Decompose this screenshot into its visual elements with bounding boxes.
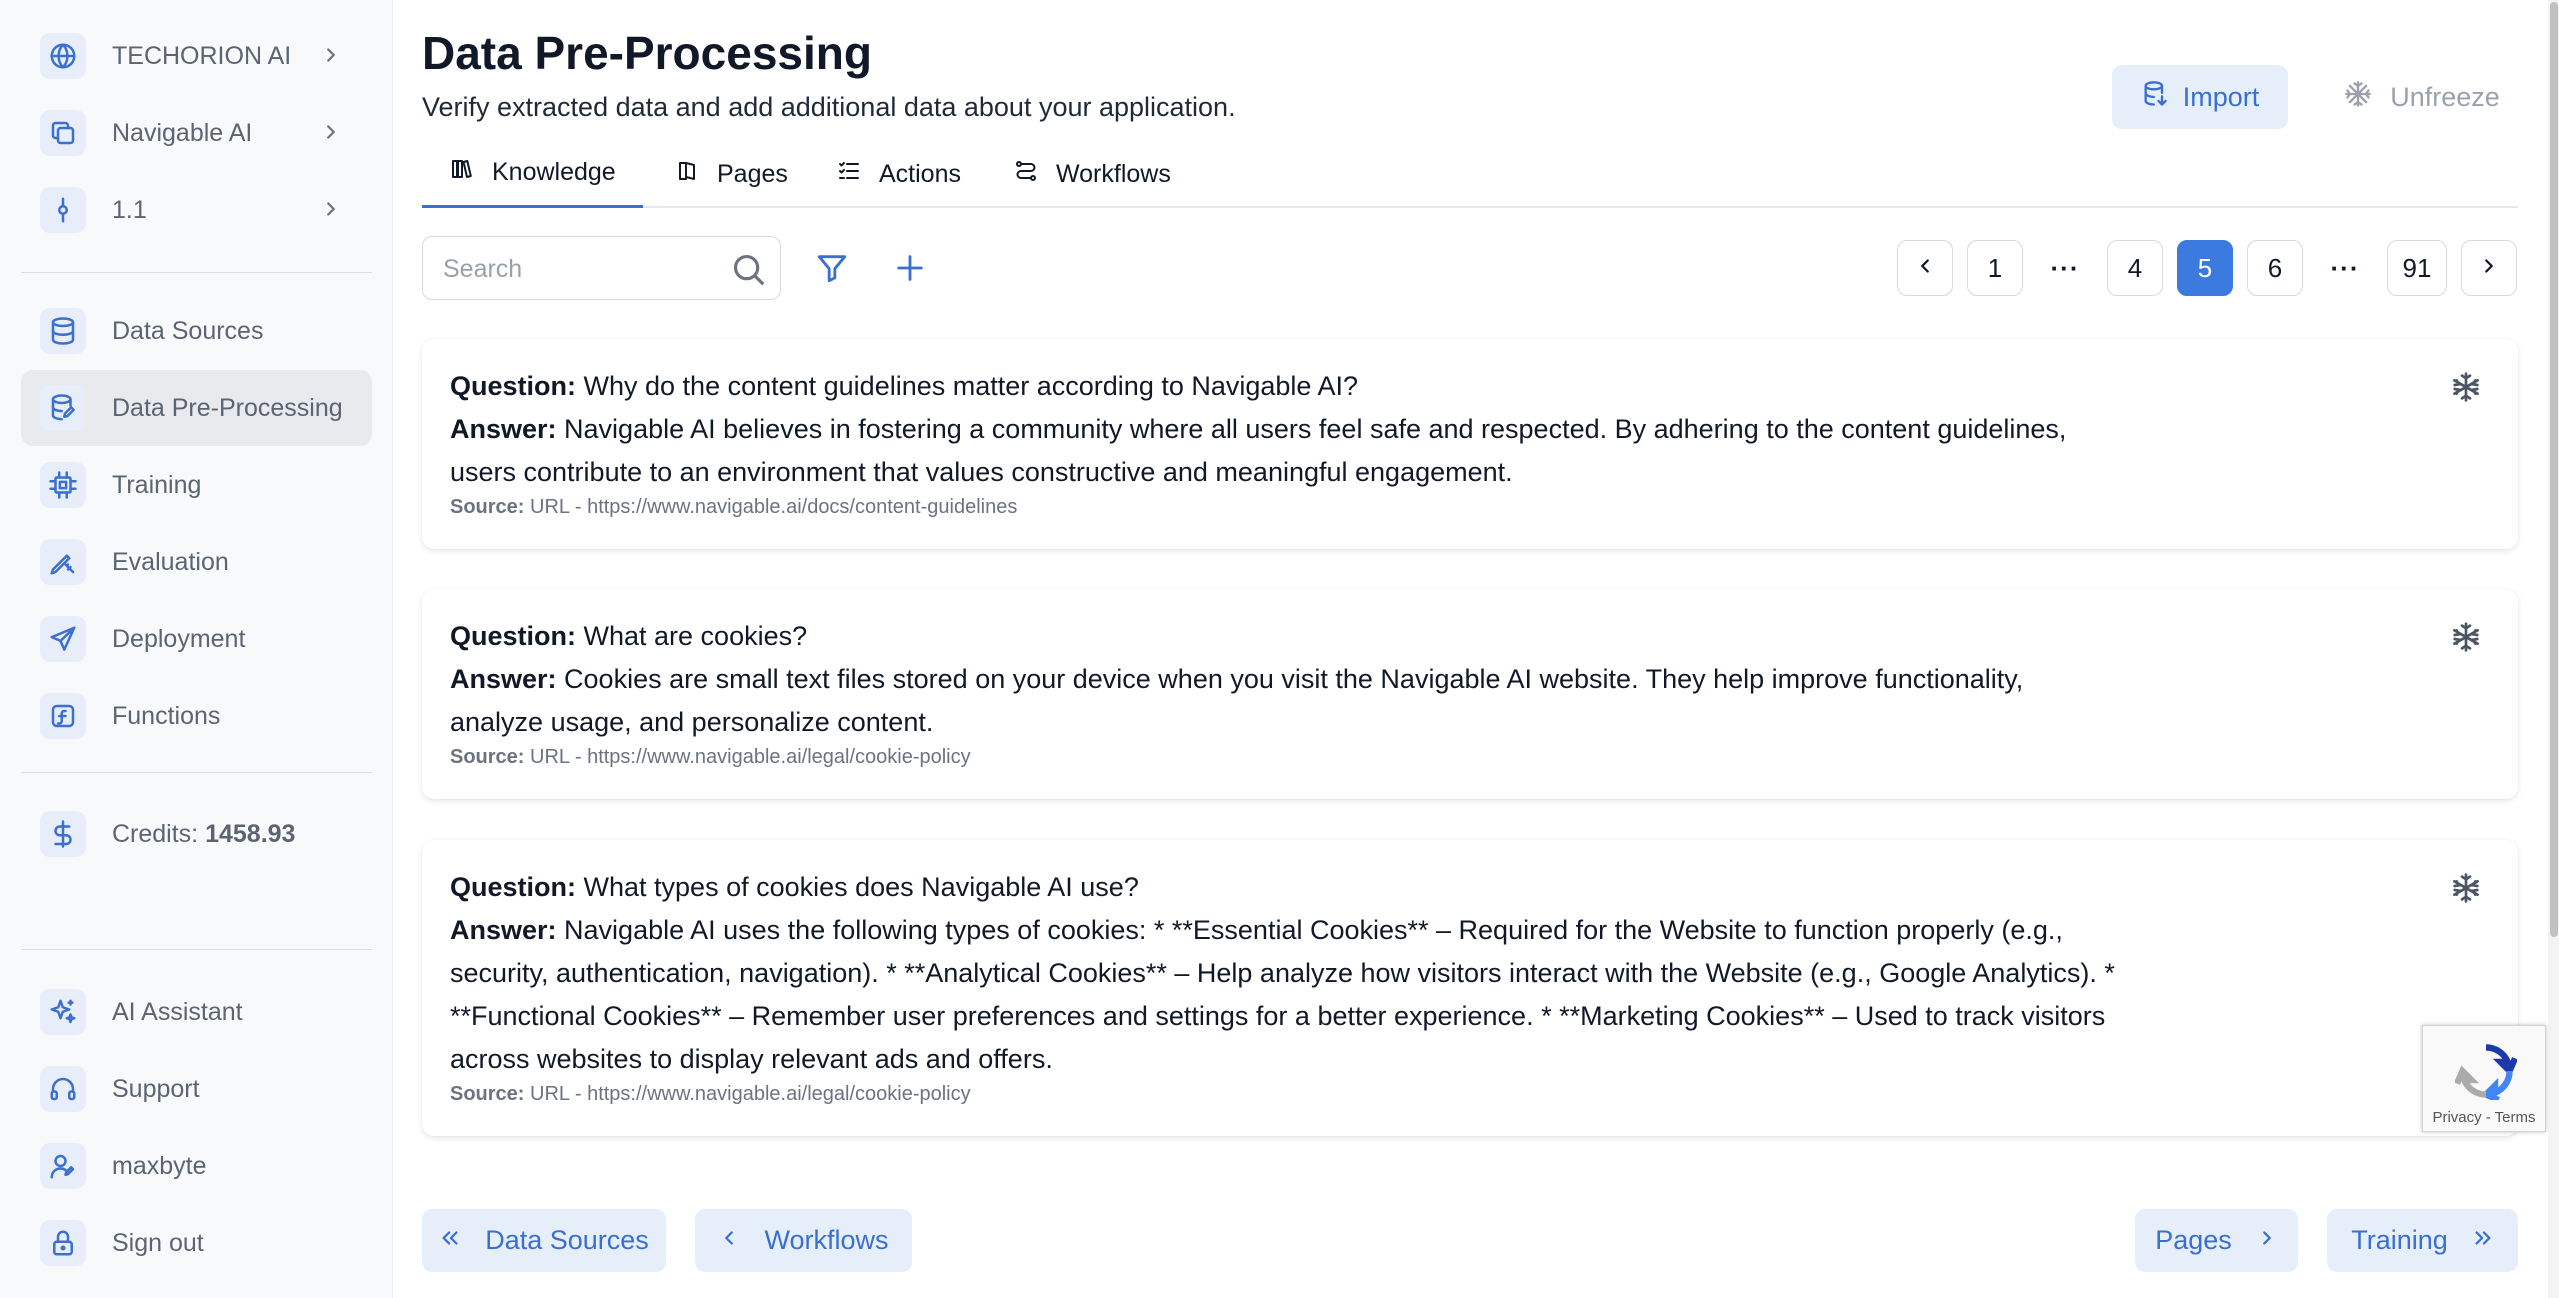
books-icon	[450, 157, 474, 188]
pagination-ellipsis: ···	[2330, 252, 2360, 283]
version-selector[interactable]	[21, 172, 372, 248]
question-text: What are cookies?	[583, 621, 808, 651]
card-source	[450, 496, 1017, 519]
chevrons-right-icon	[2472, 1225, 2494, 1256]
sidebar-item-deployment[interactable]	[21, 601, 372, 677]
sidebar-divider	[21, 949, 372, 950]
globe-icon	[40, 33, 86, 79]
tab-knowledge[interactable]	[422, 140, 643, 208]
sidebar-divider	[21, 272, 372, 273]
card-answer	[450, 408, 2120, 494]
database-edit-icon	[40, 385, 86, 431]
import-button[interactable]	[2112, 65, 2288, 129]
sidebar-item-label: Functions	[112, 701, 221, 730]
pagination-page[interactable]: 6	[2247, 240, 2303, 296]
card-answer	[450, 658, 2120, 744]
pagination-page-current[interactable]: 5	[2177, 240, 2233, 296]
card-question	[450, 365, 2120, 408]
pagination-page[interactable]: 91	[2387, 240, 2447, 296]
answer-text: Navigable AI uses the following types of cookies: * **Essential Cookies** – Required for the Website to function properly (e.g., security, authentication, navigation). * **Analytical Cookies** – Help analyze how visitors interact with the Website (e.g., Google Analytics). * **Functional Cookies** – Remember user preferences and settings for a better experience. * **Marketing Cookies** – Used to track visitors across websites to display relevant ads and offers.	[450, 915, 2115, 1074]
pagination-page[interactable]: 1	[1967, 240, 2023, 296]
sidebar-item-functions[interactable]	[21, 678, 372, 754]
unfreeze-label: Unfreeze	[2390, 81, 2500, 112]
org-name: TECHORION AI	[112, 41, 292, 70]
card-source	[450, 746, 971, 769]
recaptcha-badge[interactable]	[2422, 1025, 2546, 1132]
nav-label: Training	[2351, 1225, 2448, 1255]
sidebar-item-data-pre-processing[interactable]	[21, 370, 372, 446]
card-source	[450, 1083, 971, 1106]
tab-label: Workflows	[1056, 159, 1171, 188]
chevron-right-icon	[320, 121, 342, 143]
chevron-right-icon	[2256, 1225, 2278, 1256]
sidebar	[0, 0, 393, 1298]
tab-label: Pages	[717, 159, 788, 188]
question-label: Question:	[450, 872, 576, 902]
sidebar-divider	[21, 772, 372, 773]
source-label: Source:	[450, 496, 525, 518]
sidebar-item-label: Training	[112, 470, 202, 499]
sidebar-item-label: Evaluation	[112, 547, 229, 576]
card-answer	[450, 909, 2120, 1081]
sidebar-item-profile[interactable]	[21, 1128, 372, 1204]
pagination-ellipsis: ···	[2050, 252, 2080, 283]
sidebar-item-label: Data Pre-Processing	[112, 393, 343, 422]
tab-label: Actions	[879, 159, 961, 188]
question-label: Question:	[450, 621, 576, 651]
search-box	[422, 236, 781, 300]
answer-label: Answer:	[450, 915, 557, 945]
search-icon[interactable]	[730, 251, 768, 289]
source-text: URL - https://www.navigable.ai/legal/cookie-policy	[530, 1083, 971, 1105]
git-commit-icon	[40, 187, 86, 233]
route-icon	[1014, 159, 1038, 190]
next-pages-button[interactable]	[2135, 1209, 2298, 1272]
tab-workflows[interactable]	[986, 140, 1199, 208]
copy-icon	[40, 110, 86, 156]
chevrons-left-icon	[439, 1225, 461, 1256]
source-text: URL - https://www.navigable.ai/docs/content-guidelines	[530, 496, 1018, 518]
snowflake-off-icon	[2344, 80, 2372, 115]
pagination-page[interactable]: 4	[2107, 240, 2163, 296]
card-question	[450, 866, 2120, 909]
sidebar-item-support[interactable]	[21, 1051, 372, 1127]
pagination-next[interactable]	[2461, 240, 2517, 296]
chevron-right-icon	[320, 44, 342, 66]
source-label: Source:	[450, 1083, 525, 1105]
answer-text: Cookies are small text files stored on your device when you visit the Navigable AI website. They help improve functionality, analyze usage, and personalize content.	[450, 664, 2024, 737]
version-name: 1.1	[112, 195, 147, 224]
function-icon	[40, 693, 86, 739]
chevron-left-icon	[1914, 253, 1936, 284]
chevron-left-icon	[718, 1225, 740, 1256]
list-check-icon	[837, 159, 861, 190]
project-name: Navigable AI	[112, 118, 253, 147]
page-subtitle: Verify extracted data and add additional data about your application.	[422, 92, 1236, 122]
import-label: Import	[2182, 81, 2260, 112]
chevron-right-icon	[2478, 253, 2500, 284]
pagination-prev[interactable]	[1897, 240, 1953, 296]
add-icon[interactable]	[893, 251, 927, 285]
tab-actions[interactable]	[809, 140, 989, 208]
back-to-workflows-button[interactable]	[695, 1209, 912, 1272]
project-selector[interactable]	[21, 95, 372, 171]
question-text: Why do the content guidelines matter according to Navigable AI?	[583, 371, 1358, 401]
card-question	[450, 615, 2120, 658]
next-training-button[interactable]	[2327, 1209, 2518, 1272]
snowflake-icon[interactable]	[2450, 371, 2482, 403]
org-selector[interactable]	[21, 18, 372, 94]
sidebar-item-ai-assistant[interactable]	[21, 974, 372, 1050]
send-icon	[40, 616, 86, 662]
snowflake-icon[interactable]	[2450, 872, 2482, 904]
unfreeze-button[interactable]	[2322, 65, 2522, 129]
book-open-icon	[675, 159, 699, 190]
tab-pages[interactable]	[647, 140, 816, 208]
sidebar-item-label: Sign out	[112, 1228, 204, 1257]
search-input[interactable]	[443, 251, 703, 287]
sidebar-item-label: Deployment	[112, 624, 246, 653]
sidebar-item-label: Support	[112, 1074, 200, 1103]
credits-text	[112, 820, 295, 849]
sidebar-item-training[interactable]	[21, 447, 372, 523]
database-import-icon	[2141, 80, 2169, 115]
sidebar-item-data-sources[interactable]	[21, 293, 372, 369]
tab-label: Knowledge	[492, 158, 616, 186]
user-icon	[40, 1143, 86, 1189]
knowledge-card	[422, 589, 2518, 799]
answer-label: Answer:	[450, 664, 557, 694]
knowledge-card	[422, 339, 2518, 549]
database-icon	[40, 308, 86, 354]
scrollbar-thumb[interactable]	[2550, 2, 2558, 937]
question-label: Question:	[450, 371, 576, 401]
nav-label: Workflows	[764, 1225, 889, 1255]
filter-icon[interactable]	[815, 251, 849, 285]
headset-icon	[40, 1066, 86, 1112]
chevron-right-icon	[320, 198, 342, 220]
sidebar-item-sign-out[interactable]	[21, 1205, 372, 1281]
dollar-icon	[40, 811, 86, 857]
sidebar-item-label: Data Sources	[112, 316, 264, 345]
recaptcha-text[interactable]: Privacy - Terms	[2432, 1109, 2536, 1126]
lock-icon	[40, 1220, 86, 1266]
nav-label: Data Sources	[485, 1225, 649, 1255]
answer-label: Answer:	[450, 414, 557, 444]
cpu-icon	[40, 462, 86, 508]
pen-ruler-icon	[40, 539, 86, 585]
credits-label: Credits:	[112, 819, 199, 848]
sidebar-item-label: maxbyte	[112, 1151, 207, 1180]
sparkles-icon	[40, 989, 86, 1035]
nav-label: Pages	[2155, 1225, 2232, 1255]
recaptcha-icon	[2455, 1042, 2517, 1100]
back-to-data-sources-button[interactable]	[422, 1209, 666, 1272]
source-label: Source:	[450, 746, 525, 768]
sidebar-item-evaluation[interactable]	[21, 524, 372, 600]
credits-value: 1458.93	[205, 819, 296, 848]
credits-display	[21, 796, 372, 872]
sidebar-item-label: AI Assistant	[112, 997, 243, 1026]
page-title: Data Pre-Processing	[422, 27, 872, 79]
source-text: URL - https://www.navigable.ai/legal/cookie-policy	[530, 746, 971, 768]
tab-bar	[422, 140, 2518, 208]
knowledge-card	[422, 840, 2518, 1136]
snowflake-icon[interactable]	[2450, 621, 2482, 653]
question-text: What types of cookies does Navigable AI use?	[583, 872, 1139, 902]
answer-text: Navigable AI believes in fostering a community where all users feel safe and respected. By adhering to the content guidelines, users contribute to an environment that values constructive and meaningful engagement.	[450, 414, 2067, 487]
